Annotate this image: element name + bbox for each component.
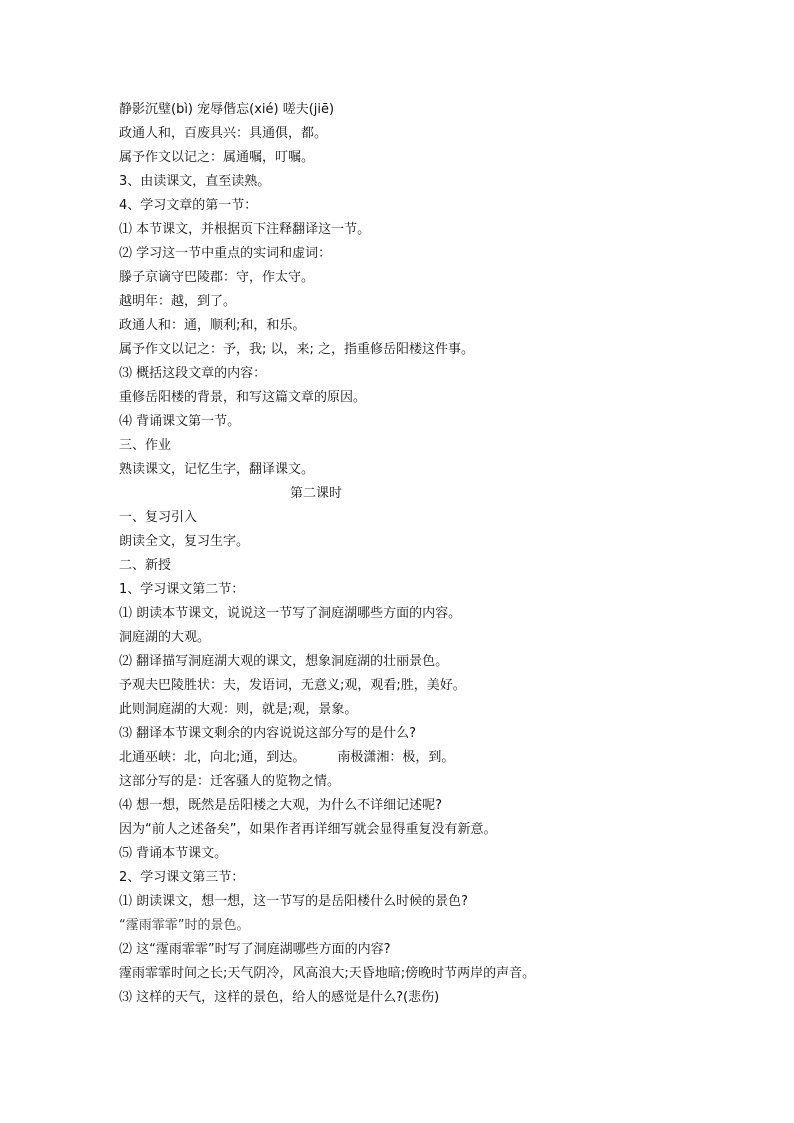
text-line: ⑵ 这“霪雨霏霏”时写了洞庭湖哪些方面的内容? [119, 942, 391, 957]
text-line: 政通人和，百废具兴：具通俱，都。 [119, 126, 328, 141]
text-line-split [119, 746, 679, 770]
lesson-title: 第二课时 [289, 486, 342, 501]
text-line: ⑴ 本节课文，并根据页下注释翻译这一节。 [119, 222, 371, 237]
text-line: 洞庭湖的大观。 [119, 630, 211, 645]
text-line: 滕子京谪守巴陵郡：守，作太守。 [119, 270, 315, 285]
text-line: ⑶ 这样的天气，这样的景色，给人的感觉是什么?(悲伤) [119, 990, 440, 1005]
text-line: ⑶ 概括这段文章的内容： [119, 366, 267, 381]
section-heading-homework: 三、作业 [119, 438, 172, 453]
subsection-heading: 1、学习课文第二节： [119, 582, 245, 597]
pronunciation-line: 静影沉璧(bì) 宠辱偕忘(xié) 嗟夫(jiē) [119, 102, 335, 117]
text-line: 霪雨霏霏时间之长;天气阴冷，风高浪大;天昏地暗;傍晚时节两岸的声音。 [119, 966, 536, 981]
text-line: 属予作文以记之：予，我; 以，来; 之，指重修岳阳楼这件事。 [119, 342, 475, 357]
text-line: 予观夫巴陵胜状：夫，发语词，无意义;观，观看;胜，美好。 [119, 678, 466, 693]
text-line: ⑴ 朗读课文，想一想，这一节写的是岳阳楼什么时候的景色? [119, 894, 469, 909]
section-heading-review: 一、复习引入 [119, 510, 198, 525]
text-line: 属予作文以记之：属通嘱，叮嘱。 [119, 150, 315, 165]
text-segment: 南极潇湘：极，到。 [337, 750, 455, 765]
text-line: ⑴ 朗读本节课文，说说这一节写了洞庭湖哪些方面的内容。 [119, 606, 462, 621]
text-line: ⑷ 想一想，既然是岳阳楼之大观，为什么不详细记述呢? [119, 798, 443, 813]
text-line: 朗读全文，复习生字。 [119, 534, 250, 549]
section-heading-new-teaching: 二、新授 [119, 558, 172, 573]
text-line: ⑵ 学习这一节中重点的实词和虚词： [119, 246, 332, 261]
subsection-heading: 2、学习课文第三节： [119, 870, 245, 885]
text-line: 因为“前人之述备矣”，如果作者再详细写就会显得重复没有新意。 [119, 822, 497, 837]
text-line: 熟读课文，记忆生字，翻译课文。 [119, 462, 315, 477]
text-line: ⑸ 背诵本节课文。 [119, 846, 228, 861]
text-line: 这部分写的是：迁客骚人的览物之情。 [119, 774, 341, 789]
step-3-line: 3、由读课文，直至读熟。 [119, 174, 271, 189]
text-line: 越明年：越，到了。 [119, 294, 237, 309]
text-line: “霪雨霏霏”时的景色。 [119, 918, 250, 933]
text-line: 政通人和：通，顺利;和，和乐。 [119, 318, 306, 333]
text-line: 此则洞庭湖的大观：则，就是;观，景象。 [119, 702, 358, 717]
text-line: 重修岳阳楼的背景，和写这篇文章的原因。 [119, 390, 367, 405]
document-body [119, 98, 679, 1010]
step-4-heading: 4、学习文章的第一节： [119, 198, 258, 213]
text-line: ⑶ 翻译本节课文剩余的内容说说这部分写的是什么? [119, 726, 417, 741]
text-line: ⑵ 翻译描写洞庭湖大观的课文，想象洞庭湖的壮丽景色。 [119, 654, 449, 669]
text-segment: 北通巫峡：北，向北;通，到达。 [119, 750, 306, 765]
text-line: ⑷ 背诵课文第一节。 [119, 414, 241, 429]
